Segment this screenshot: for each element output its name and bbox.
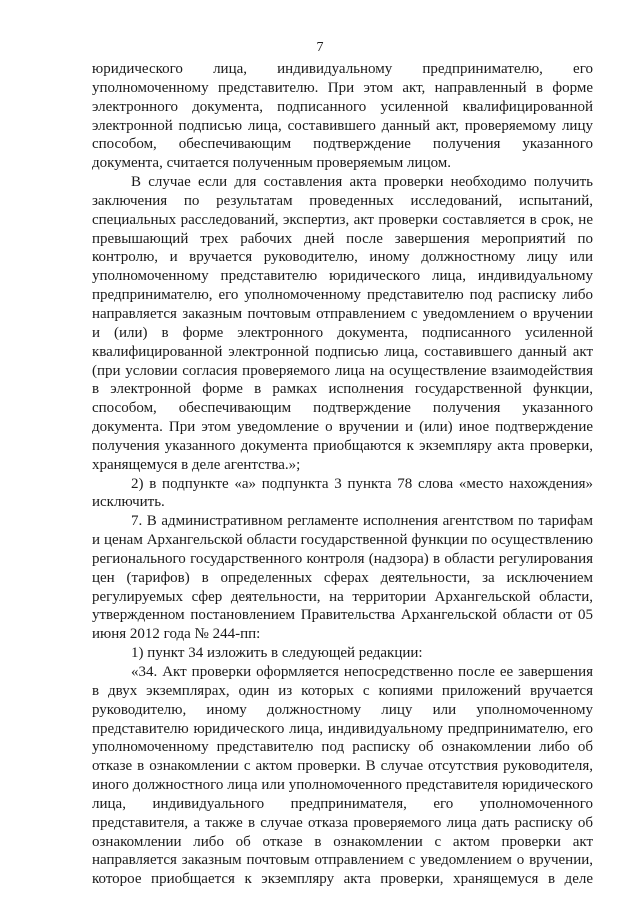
page-number: 7 <box>316 40 324 55</box>
paragraph-continuation: юридического лица, индивидуальному предпринимателю, его уполномоченному представителю. При этом акт, направленный в форме электронного документа, подписанного усиленной квалифицированной электронной подписью лица, составившего данный акт, проверяемому лицу способом, обеспечивающим подтверждение получения указанного документа, считается полученным проверяемым лицом. <box>92 61 593 172</box>
paragraph-act-conclusion: В случае если для составления акта проверки необходимо получить заключения по результатам проведенных исследований, испытаний, специальных расследований, экспертиз, акт проверки составляется в срок, не превышающий трех рабочих дней после завершения мероприятий по контролю, и вручается руководителю, иному должностному лицу или уполномоченному представителю юридического лица, индивидуальному предпринимателю, его уполномоченному представителю под расписку либо направляется заказным почтовым отправлением с уведомлением о вручении и (или) в форме электронного документа, подписанного усиленной квалифицированной электронной подписью лица, составившего данный акт (при условии согласия проверяемого лица на осуществление взаимодействия в электронной форме в рамках исполнения государственной функции, способом, обеспечивающим подтверждение получения указанного документа. При этом уведомление о вручении и (или) иное подтверждение получения указанного документа приобщаются к экземпляру акта проверки, хранящемуся в деле агентства.»; <box>92 174 593 473</box>
paragraph-subitem-1: 1) пункт 34 изложить в следующей редакции: <box>131 645 423 662</box>
paragraph-item-2: 2) в подпункте «а» подпункта 3 пункта 78 слова «место нахождения» исключить. <box>92 475 593 511</box>
paragraph-item-7: 7. В административном регламенте исполнения агентством по тарифам и ценам Архангельской области государственной функции по осуществлению регионального государственного контроля (надзора) в области регулирования цен (тарифов) в определенных сферах деятельности, за исключением регулируемых сфер деятельности, на территории Архангельской области, утвержденном постановлением Правительства Архангельской области от 05 июня 2012 года № 244-пп: <box>92 513 593 643</box>
paragraph-clause-34: «34. Акт проверки оформляется непосредственно после ее завершения в двух экземплярах, один из которых с копиями приложений вручается руководителю, иному должностному лицу или уполномоченному представителю юридического лица, индивидуальному предпринимателю, его уполномоченному представителю под расписку об ознакомлении либо об отказе в ознакомлении с актом проверки. В случае отсутствия руководителя, иного должностного лица или уполномоченного представителя юридического лица, индивидуального предпринимателя, его уполномоченного представителя, а также в случае отказа проверяемого лица дать расписку об ознакомлении либо об отказе в ознакомлении с актом проверки акт направляется заказным почтовым отправлением с уведомлением о вручении, которое приобщается к экземпляру акта проверки, хранящемуся в деле <box>92 664 593 888</box>
document-body <box>92 60 593 889</box>
